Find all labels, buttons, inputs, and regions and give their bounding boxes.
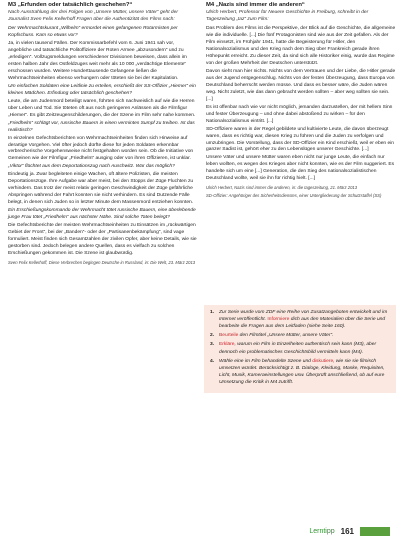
m3-title: M3 „Erfunden oder tatsächlich geschehen?“ — [8, 2, 133, 8]
m4-paragraph: Unsere Väter und unsere Mütter waren eben nicht nur junge Leute, die einfach nur leben wollten, es wegen des Krieges aber nicht konnten, wie es der Film suggeriert. Es handelte sich um eine [...] Generation, die den Sieg des nationalsozialistischen Deutschland wollte, weil sie ihn für richtig hielt. [...] — [206, 155, 395, 182]
task-number: 2. — [210, 333, 215, 339]
page-footer — [309, 527, 390, 536]
m4-glossary: SD-Offizier: Angehöriger des Sicherheitsdienstes, einer Untergliederung der Schutzstaffel (SS) — [206, 193, 382, 199]
task-text-pre: Wähle eine im Film behandelte Szene und — [219, 358, 313, 364]
m4-paragraph: Es ist offenbar nach wie vor nicht möglich, jemanden darzustellen, der mit hellem Sinn und fester Überzeugung – und ohne dabei abstoßend zu wirken – für den Nationalsozialismus eintritt. [...] — [206, 104, 393, 124]
column-left — [8, 0, 198, 266]
task-text-post: den Filmtitel „Unsere Mütter, unsere Väter“. — [238, 333, 334, 339]
m3-paragraph: Eindeutig ja. Zwar begleiteten einige Wachen, oft ältere Polizisten, die meisten Deportationszüge. Ihre Aufgabe war aber meist, bei den Stopps der Züge Fluchten zu verhindern. Das trotz der meist relativ geringen Geschwindigkeit der Züge gefährliche Abspringen während der Fahrt konnten sie nicht verhindern. Es sind Dutzende Fälle belegt, in denen sich Juden so in letzter Minute dem Massenmord entziehen konnten. — [8, 172, 194, 206]
task-operator: Erkläre — [219, 342, 235, 348]
m4-paragraph: Das Problem des Films ist die Perspektive, der Blick auf die Geschichte, die allgemeine wie die individuelle. [...] Die fünf Protagonisten sind wie aus der Zeit gefallen. Als der Film einsetzt, im Frühjahr 1941, hatte die Begeisterung für Hitler, den Nationalsozialismus und den Krieg nach dem Sieg über Frankreich gerade ihren Höhepunkt erreicht. Zu dieser Zeit, da sind sich alle Historiker einig, wurde das Regime von der großen Mehrheit der Deutschen unterstützt. — [206, 26, 396, 67]
task-operator: Beurteile — [219, 333, 239, 339]
task-text — [219, 358, 391, 386]
task-text — [219, 309, 391, 330]
footer-color-bar — [360, 527, 390, 536]
m4-title: M4 „Nazis sind immer die anderen“ — [206, 2, 305, 8]
task-number: 3. — [210, 342, 215, 348]
m3-source: Sven Felix Kellerhoff, Diese Verbrechen begingen Deutsche in Russland, in: Die Welt, 23. März 2013 — [8, 259, 196, 265]
footer-label: Lerntipp — [309, 528, 335, 535]
m4-paragraph: SD-Offiziere waren in der Regel gebildete und kultivierte Leute, die davon überzeugt waren, dass es richtig war, diesen Krieg zu führen und die Juden zu verfolgen und umzubringen. Die Vorstellung, dass der SD-Offizier ein Kind erschießt, weil er eben ein ganzer Sadist ist, gehört eher zu den Lebenslügen unserer Geschichte. [...] — [206, 126, 395, 153]
task-text — [219, 341, 391, 355]
task-text — [219, 332, 333, 339]
m3-intro: Nach Ausstrahlung der drei Folgen von „Unsere Mütter, unsere Väter“ geht der Journalist Sven Felix Kellerhoff Fragen über die Authentizität des Films nach: — [8, 10, 178, 23]
m3-paragraph: Um einfachen Soldaten eine Leitlinie zu erteilen, erschießt der SS-Offizier „Hiemer“ ein kleines Mädchen. Erfindung oder tatsächlich geschehen? — [8, 83, 196, 96]
m4-paragraph: Davon sieht man hier nichts. Nichts von dem Vertrauen und der Liebe, die Hitler gerade aus der Jugend entgegenschlug. Nichts von der festen Überzeugung, dass Europa von Deutschland beherrscht werden müsse. Und dass es besser wäre, die Juden wären weg. Nicht zuletzt, wie das dann gebracht werden sollten – aber weg sollten sie sein. [...] — [206, 69, 396, 102]
m3-paragraph: Der Wehrmachtskurant „Wilhelm“ ermordet einen gefangenen Rotarmisten per Kopfschuss. Kam so etwas vor? — [8, 26, 178, 39]
m4-source: Ulrich Herbert, Nazis sind immer die anderen, in: die tageszeitung, 21. März 2013 — [206, 185, 358, 191]
m4-intro: Ulrich Herbert, Professor für Neuere Geschichte in Freiburg, schreibt in der Tageszeitung „taz“ zum Film: — [206, 10, 369, 23]
m3-paragraph: „Friedhelm“ schlägt vor, russische Bauern in einen vermintes Sumpf zu treiben. Ist das realistisch? — [8, 120, 195, 133]
m3-paragraph: „Viktor“ flüchtet aus dem Deportationszug nach Auschwitz. War das möglich? — [8, 164, 175, 170]
task-operator: Informiere — [267, 317, 290, 323]
task-item — [210, 358, 391, 386]
task-item — [210, 309, 391, 330]
page-number: 161 — [340, 527, 354, 536]
m3-paragraph: Leute, die am Judenmord beteiligt waren, führten sich nachweislich auf wie die Herren über Leben und Tod. Sie töteten oft aus noch geringeren Anlässen als die Filmfigur „Hiemer“. Es gibt Zeitzeugenschilderungen, die der Szene im Film sehr nahe kommen. — [8, 98, 196, 118]
task-number: 1. — [210, 310, 215, 315]
task-item — [210, 341, 391, 355]
task-text-post: dich aus den Materialien über die Serie und bearbeite die Fragen aus dem Leitfaden (siehe Seite 160). — [219, 317, 386, 330]
task-text-pre: Zur Serie wurde vom ZDF eine Reihe von Zusatzangeboten entwickelt und im Internet veröffentlicht. — [219, 310, 388, 323]
m3-paragraph: Ein Erschießungskommando der Wehrmacht tötet russische Bauern, eine überlebende junge Frau tötet „Friedhelm“ aus nächster Nähe. Sind solche Taten belegt? — [8, 208, 196, 221]
task-number: 4. — [210, 358, 215, 364]
task-text-post: , warum ein Film in Einzelheiten authentisch sein kann (M3), aber dennoch ein problematisches Geschichtsbild vermitteln kann (M4). — [219, 342, 377, 355]
m3-paragraph: In einzelnen Gefechtsberichten von Wehrmachtseinheiten finden sich Hinweise auf derartige Vorgehen. Viel öfter jedoch dürfte diese für jeden Soldaten erkennbar verbrecherische Vorgehensweise nicht festgehalten worden sein. Ob die Initiative von Gemeinen wie der Filmfigur „Friedhelm“ ausging oder von ihren Offizieren, ist unklar. — [8, 135, 194, 162]
task-operator: diskutiere — [312, 358, 334, 364]
task-box — [204, 305, 396, 393]
task-item — [210, 332, 391, 339]
task-text-post: , wie sie sie filmisch umsetzen würdet. Berücksichtigt z. B. Dialoge, Kleidung, Maske, Requisiten, Licht, Musik, Kameraeinstellungen usw. Überprüft anschließend, ob auf eure Umsetzung die Kritik in M4 zutrifft. — [219, 358, 385, 385]
m3-paragraph: Die Gefechtsberichte der meisten Wehrmachtseinheiten zu Einsätzen im „rückwärtigen Gebiet der Front“, bei der „Banden“- oder der „Partisanenbekämpfung“, sind vage formuliert. Meist finden sich Gesamtzahlen der zivilen Opfer, aber keine Details, wie sie gestorben sind. Jedoch belegen andere Quellen, dass es vielfach zu solchen Erschießungen gekommen ist. Die Szene ist glaubwürdig. — [8, 223, 197, 256]
column-right — [206, 0, 396, 199]
m3-paragraph: Ja, in vielen tausend Fällen. Der Kommissarbefehl vom 6. Juni 1941 sah vor, angebliche und tatsächliche Politoffiziere der Roten Armee „abzusondern“ und zu „erledigen“. Vollzugsmeldungen verschiedener Divisionen beweisen, dass allein im ersten halben Jahr des Ostfeldzuges weit mehr als 10 000 „verdächtige Elemente“ erschossen wurden. Weitere Hunderttausende Gefangene ließen die Wehrmachtseinheiten ebenso verhungern oder töteten sie bei der Kapitulation. — [8, 41, 187, 81]
